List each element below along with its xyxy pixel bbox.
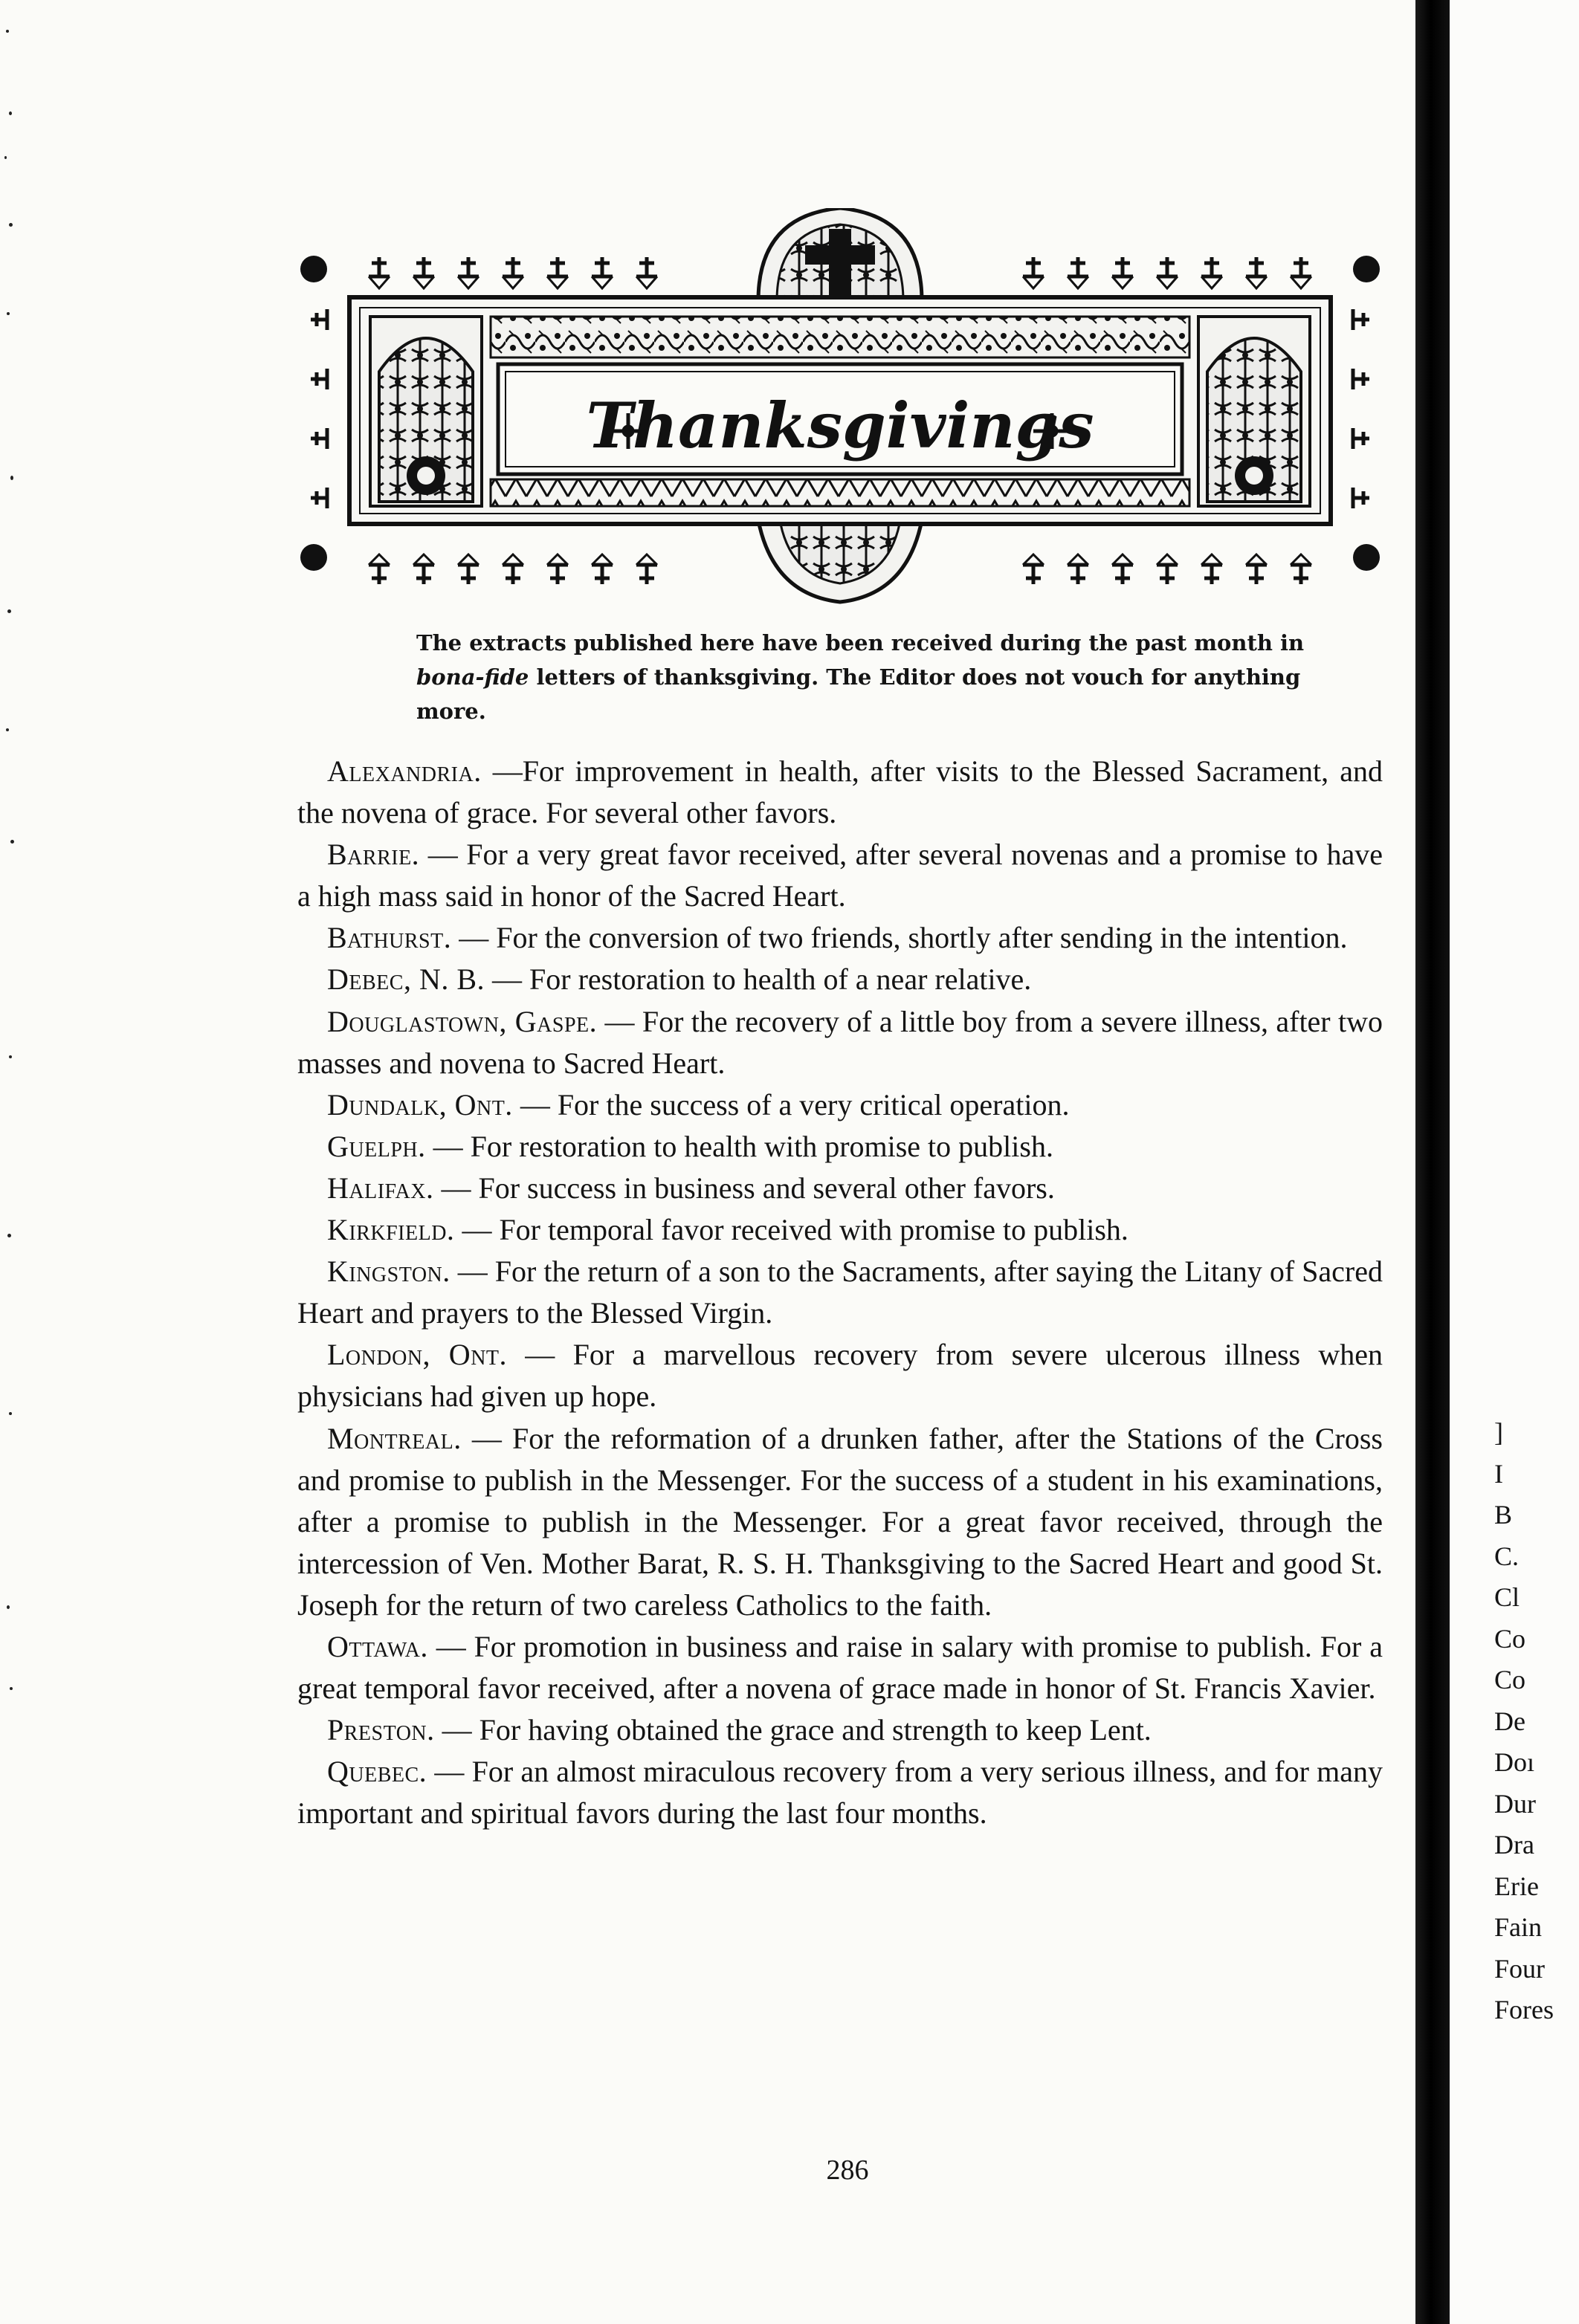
facing-line: Four bbox=[1494, 1953, 1546, 1984]
entry-place: Douglastown, Gaspe. bbox=[327, 1004, 598, 1038]
editor-note-text: The extracts published here have been received during the past month in bbox=[416, 630, 1305, 656]
facing-line: ] bbox=[1494, 1417, 1503, 1447]
entry-text: — For restoration to health with promise to publish. bbox=[425, 1129, 1053, 1163]
thanksgiving-entries bbox=[297, 751, 1383, 1834]
entry-place: Ottawa. bbox=[327, 1629, 428, 1663]
entry bbox=[297, 1709, 1383, 1751]
entry-text: — For promotion in business and raise in salary with promise to publish. For a great temporal favor received, after a novena of grace made in honor of St. Francis Xavier. bbox=[297, 1629, 1383, 1706]
entry bbox=[297, 751, 1383, 834]
entry bbox=[297, 1626, 1383, 1709]
facing-line: I bbox=[1494, 1458, 1503, 1489]
entry-text: — For a marvellous recovery from severe ulcerous illness when physicians had given up hope. bbox=[297, 1338, 1383, 1414]
entry bbox=[297, 1209, 1383, 1251]
entry-text: — For restoration to health of a near relative. bbox=[485, 962, 1032, 997]
entry bbox=[297, 1251, 1383, 1334]
entry-place: Kingston. bbox=[327, 1255, 451, 1289]
facing-line: Doı bbox=[1494, 1747, 1534, 1777]
entry bbox=[297, 1126, 1383, 1168]
entry-text: — For a very great favor received, after several novenas and a promise to have a high mass said in honor of the Sacred Heart. bbox=[297, 838, 1383, 913]
facing-line: C. bbox=[1494, 1541, 1520, 1571]
entry-text: — For success in business and several other favors. bbox=[433, 1171, 1055, 1205]
entry-place: Kirkfield. bbox=[327, 1213, 455, 1247]
entry-place: Guelph. bbox=[327, 1129, 426, 1163]
page-number: 286 bbox=[826, 2155, 869, 2186]
entry-text: — For the recovery of a little boy from a severe illness, after two masses and novena to Sacred Heart. bbox=[297, 1004, 1383, 1080]
banner-title: Thanksgivings bbox=[586, 389, 1094, 462]
entry bbox=[297, 959, 1383, 1000]
entry bbox=[297, 917, 1383, 959]
facing-line: Erie bbox=[1494, 1871, 1539, 1901]
entry bbox=[297, 1418, 1383, 1626]
editor-note-text-end: letters of thanksgiving. The Editor does not vouch for anything more. bbox=[416, 664, 1301, 724]
entry-text: — For the success of a very critical operation. bbox=[512, 1087, 1070, 1121]
entry-place: Barrie. bbox=[327, 838, 420, 872]
entry-place: Preston. bbox=[327, 1713, 435, 1747]
facing-page-fragments bbox=[1494, 1412, 1579, 2031]
thanksgivings-banner bbox=[297, 208, 1383, 609]
entry bbox=[297, 1751, 1383, 1834]
entry bbox=[297, 1168, 1383, 1209]
entry-text: —For improvement in health, after visits to the Blessed Sacrament, and the novena of grace. For several other favors. bbox=[297, 754, 1383, 830]
entry-place: Dundalk, Ont. bbox=[327, 1087, 513, 1121]
entry-text: — For the return of a son to the Sacraments, after saying the Litany of Sacred Heart and prayers to the Blessed Virgin. bbox=[297, 1255, 1383, 1330]
entry-text: — For having obtained the grace and strength to keep Lent. bbox=[434, 1713, 1152, 1747]
entry-place: Bathurst. bbox=[327, 921, 452, 955]
entry-text: — For temporal favor received with promise to publish. bbox=[454, 1213, 1128, 1247]
entry-place: Halifax. bbox=[327, 1171, 434, 1205]
entry-place: Montreal. bbox=[327, 1421, 462, 1455]
facing-line: Fores bbox=[1494, 1995, 1554, 2024]
entry-text: — For an almost miraculous recovery from a very serious illness, and for many important and spiritual favors during the last four months. bbox=[297, 1755, 1383, 1831]
entry bbox=[297, 1334, 1383, 1417]
facing-line: Co bbox=[1494, 1665, 1526, 1695]
entry bbox=[297, 1084, 1383, 1126]
facing-line: Cl bbox=[1494, 1582, 1520, 1612]
entry bbox=[297, 1001, 1383, 1084]
margin-specks bbox=[0, 0, 30, 2324]
editor-note-italic: bona-fide bbox=[416, 664, 529, 690]
facing-line: Dur bbox=[1494, 1788, 1536, 1819]
entry-text: — For the conversion of two friends, shortly after sending in the intention. bbox=[451, 921, 1348, 955]
editor-note bbox=[416, 626, 1308, 728]
entry-place: Debec, N. B. bbox=[327, 962, 485, 997]
entry-text: — For the reformation of a drunken father, after the Stations of the Cross and promise to publish in the Messenger. For the success of a student in his examinations, after a promise to publish in the Messenger. For a great favor received, through the intercession of Ven. Mother Barat, R. S. H. Thanksgiving to the Sacred Heart and good St. Joseph for the return of two careless Catholics to the faith. bbox=[297, 1421, 1383, 1622]
facing-line: Fain bbox=[1494, 1912, 1543, 1942]
facing-line: Dra bbox=[1494, 1830, 1534, 1859]
entry-place: Quebec. bbox=[327, 1755, 427, 1789]
binding-gutter bbox=[1415, 0, 1450, 2324]
entry bbox=[297, 834, 1383, 917]
entry-place: London, Ont. bbox=[327, 1338, 508, 1372]
entry-place: Alexandria. bbox=[327, 754, 482, 788]
facing-line: Co bbox=[1494, 1623, 1526, 1654]
facing-line: B bbox=[1494, 1500, 1513, 1530]
facing-line: De bbox=[1494, 1706, 1525, 1736]
